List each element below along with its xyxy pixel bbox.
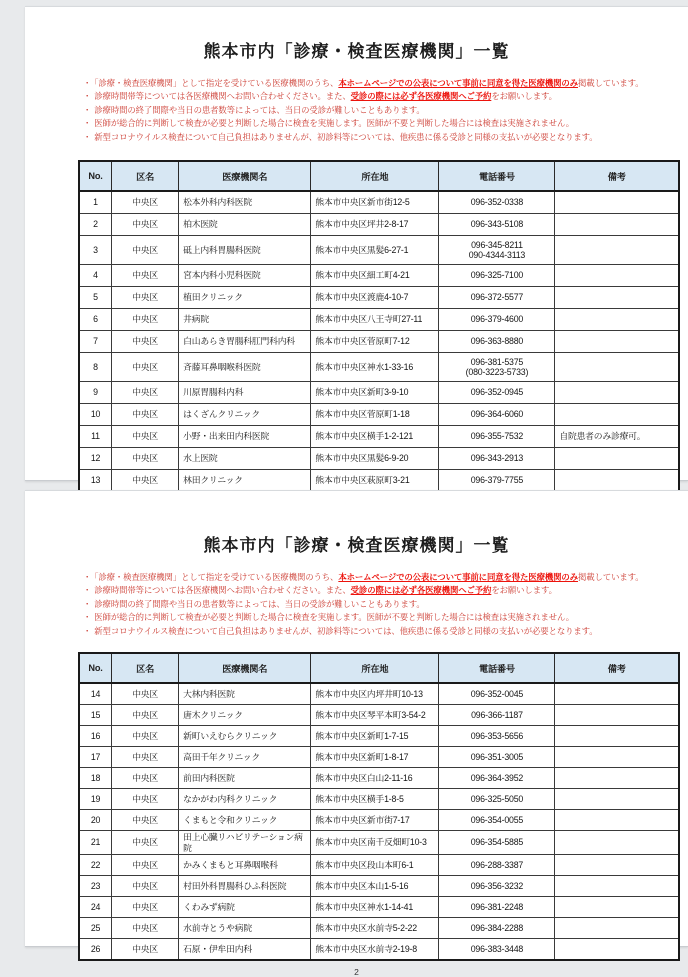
table-row: [79, 448, 679, 470]
cell-address: 熊本市中央区黒髪6-27-1: [311, 236, 439, 265]
note-text: をお願いします。: [491, 91, 557, 102]
cell-address: 熊本市中央区水前寺2-19-8: [311, 939, 439, 961]
table-row: [79, 265, 679, 287]
column-header: No.: [79, 161, 112, 191]
cell-phone: [439, 705, 555, 726]
cell-no: 12: [79, 448, 112, 470]
cell-phone: [439, 918, 555, 939]
cell-phone: [439, 214, 555, 236]
table-row: [79, 404, 679, 426]
cell-remarks: [555, 404, 679, 426]
note-text: 掲載しています。: [577, 78, 644, 88]
cell-no: 8: [79, 353, 112, 382]
phone-number: 096-352-0338: [470, 197, 524, 208]
page-title: 熊本市内「診療・検査医療機関」一覧: [203, 42, 510, 61]
cell-no: 24: [79, 897, 112, 918]
cell-remarks: 自院患者のみ診療可。: [555, 426, 679, 448]
cell-phone: [439, 309, 555, 331]
cell-remarks: [555, 897, 679, 918]
phone-number: 096-354-0055: [470, 814, 524, 825]
cell-no: 25: [79, 918, 112, 939]
note-line: [83, 90, 688, 103]
cell-remarks: [555, 470, 679, 493]
phone-number: 096-351-3005: [470, 751, 524, 762]
note-text: 診療時間の終了間際や当日の患者数等によっては、当日の受診が難しいこともあります。: [94, 598, 425, 609]
cell-name: なかがわ内科クリニック: [179, 789, 311, 810]
cell-remarks: [555, 236, 679, 265]
cell-phone: [439, 855, 555, 876]
cell-address: 熊本市中央区菅原町1-18: [311, 404, 439, 426]
cell-address: 熊本市中央区黒髪6-9-20: [311, 448, 439, 470]
phone-number: 096-364-3952: [470, 772, 524, 783]
cell-address: 熊本市中央区神水1-33-16: [311, 353, 439, 382]
cell-phone: [439, 810, 555, 831]
table-header-row: [79, 653, 679, 683]
cell-no: 26: [79, 939, 112, 961]
note-text: 診療時間帯等については各医療機関へお問い合わせください。また、: [94, 585, 351, 596]
cell-name: 石原・伊牟田内科: [179, 939, 311, 961]
table-row: [79, 939, 679, 961]
cell-name: 白山あらき胃腸科肛門科内科: [179, 331, 311, 353]
table-row: [79, 191, 679, 214]
table-row: [79, 236, 679, 265]
cell-phone: [439, 382, 555, 404]
bullet-marker: ・: [83, 131, 92, 142]
cell-remarks: [555, 768, 679, 789]
cell-name: 斉藤耳鼻咽喉科医院: [179, 353, 311, 382]
note-line: [83, 584, 688, 597]
cell-phone: [439, 404, 555, 426]
cell-remarks: [555, 382, 679, 404]
cell-ward: 中央区: [112, 331, 179, 353]
cell-phone: [439, 191, 555, 214]
phone-number: 096-383-3448: [470, 943, 524, 954]
note-line: [83, 625, 688, 638]
cell-remarks: [555, 855, 679, 876]
cell-no: 3: [79, 236, 112, 265]
phone-number: 096-379-4600: [470, 314, 524, 325]
cell-name: かみくまもと耳鼻咽喉科: [179, 855, 311, 876]
cell-address: 熊本市中央区琴平本町3-54-2: [311, 705, 439, 726]
phone-number: 096-325-5050: [470, 793, 524, 804]
cell-ward: 中央区: [112, 214, 179, 236]
cell-remarks: [555, 789, 679, 810]
cell-address: 熊本市中央区新町3-9-10: [311, 382, 439, 404]
column-header: 電話番号: [439, 653, 555, 683]
cell-remarks: [555, 265, 679, 287]
cell-name: 田上心臓リハビリテーション病院: [179, 831, 311, 855]
cell-ward: 中央区: [112, 448, 179, 470]
table-row: [79, 426, 679, 448]
cell-ward: 中央区: [112, 309, 179, 331]
cell-remarks: [555, 353, 679, 382]
cell-ward: 中央区: [112, 831, 179, 855]
cell-ward: 中央区: [112, 810, 179, 831]
table-row: [79, 331, 679, 353]
cell-no: 7: [79, 331, 112, 353]
bullet-marker: ・: [83, 625, 92, 636]
document-page-1: [25, 6, 688, 486]
cell-ward: 中央区: [112, 726, 179, 747]
table-row: [79, 747, 679, 768]
phone-number: 090-4344-3113: [468, 250, 526, 261]
cell-name: 前田内科医院: [179, 768, 311, 789]
cell-name: 水上医院: [179, 448, 311, 470]
cell-address: 熊本市中央区白山2-11-16: [311, 768, 439, 789]
cell-phone: [439, 939, 555, 961]
phone-number: 096-366-1187: [471, 709, 523, 720]
note-text: 「診療・検査医療機関」として指定を受けている医療機関のうち、: [94, 572, 339, 582]
cell-remarks: [555, 831, 679, 855]
phone-number: 096-379-7755: [470, 475, 524, 486]
cell-name: 大林内科医院: [179, 683, 311, 705]
cell-ward: 中央区: [112, 855, 179, 876]
phone-number: (080-3223-5733): [465, 367, 529, 378]
cell-no: 16: [79, 726, 112, 747]
cell-address: 熊本市中央区坪井2-8-17: [311, 214, 439, 236]
medical-institutions-table: [78, 160, 680, 493]
cell-ward: 中央区: [112, 404, 179, 426]
cell-ward: 中央区: [112, 382, 179, 404]
cell-no: 6: [79, 309, 112, 331]
note-text: 掲載しています。: [577, 572, 644, 582]
table-row: [79, 768, 679, 789]
bullet-marker: ・: [83, 118, 92, 129]
column-header: 備考: [555, 161, 679, 191]
cell-name: 小野・出来田内科医院: [179, 426, 311, 448]
note-text: 医師が総合的に判断して検査が必要と判断した場合に検査を実施します。医師が不要と判断した場合には検査は実施されません。: [94, 118, 575, 129]
cell-no: 4: [79, 265, 112, 287]
phone-number: 096-325-7100: [470, 270, 524, 281]
phone-number: 096-364-6060: [470, 409, 524, 420]
note-line: [83, 611, 688, 624]
cell-no: 11: [79, 426, 112, 448]
phone-number: 096-381-2248: [470, 901, 524, 912]
cell-ward: 中央区: [112, 789, 179, 810]
notes-list: [83, 77, 688, 144]
cell-remarks: [555, 309, 679, 331]
table-row: [79, 214, 679, 236]
phone-number: 096-353-5656: [470, 730, 524, 741]
column-header: No.: [79, 653, 112, 683]
cell-phone: [439, 831, 555, 855]
medical-institutions-table: [78, 652, 680, 961]
cell-address: 熊本市中央区横手1-2-121: [311, 426, 439, 448]
cell-phone: [439, 876, 555, 897]
cell-name: 水前寺とうや病院: [179, 918, 311, 939]
cell-name: 松本外科内科医院: [179, 191, 311, 214]
cell-remarks: [555, 810, 679, 831]
cell-no: 23: [79, 876, 112, 897]
cell-no: 21: [79, 831, 112, 855]
note-text: 新型コロナウイルス検査について自己負担はありませんが、初診料等については、他疾患に係る受診と同様の支払いが必要となります。: [94, 131, 598, 142]
cell-no: 15: [79, 705, 112, 726]
table-row: [79, 287, 679, 309]
cell-address: 熊本市中央区細工町4-21: [311, 265, 439, 287]
cell-remarks: [555, 918, 679, 939]
cell-no: 18: [79, 768, 112, 789]
table-row: [79, 382, 679, 404]
cell-remarks: [555, 939, 679, 961]
cell-no: 14: [79, 683, 112, 705]
bullet-marker: ・: [83, 585, 92, 596]
cell-phone: [439, 331, 555, 353]
column-header: 区名: [112, 653, 179, 683]
column-header: 所在地: [311, 653, 439, 683]
cell-address: 熊本市中央区神水1-14-41: [311, 897, 439, 918]
bullet-marker: ・: [83, 91, 92, 102]
table-row: [79, 726, 679, 747]
cell-remarks: [555, 876, 679, 897]
cell-address: 熊本市中央区南千反畑町10-3: [311, 831, 439, 855]
cell-remarks: [555, 287, 679, 309]
cell-phone: [439, 353, 555, 382]
cell-name: 井病院: [179, 309, 311, 331]
phone-number: 096-288-3387: [470, 859, 524, 870]
note-line: [83, 117, 688, 130]
page-number: 2: [354, 967, 359, 977]
table-row: [79, 309, 679, 331]
cell-no: 9: [79, 382, 112, 404]
cell-name: 柏木医院: [179, 214, 311, 236]
phone-number: 096-384-2288: [470, 922, 524, 933]
cell-name: 川原胃腸科内科: [179, 382, 311, 404]
cell-no: 22: [79, 855, 112, 876]
cell-name: 村田外科胃腸科ひふ科医院: [179, 876, 311, 897]
cell-ward: 中央区: [112, 265, 179, 287]
table-row: [79, 855, 679, 876]
cell-name: 林田クリニック: [179, 470, 311, 493]
cell-address: 熊本市中央区新町1-8-17: [311, 747, 439, 768]
cell-phone: [439, 236, 555, 265]
column-header: 備考: [555, 653, 679, 683]
cell-phone: [439, 265, 555, 287]
cell-ward: 中央区: [112, 939, 179, 961]
cell-remarks: [555, 726, 679, 747]
cell-ward: 中央区: [112, 705, 179, 726]
table-row: [79, 831, 679, 855]
cell-ward: 中央区: [112, 236, 179, 265]
cell-no: 10: [79, 404, 112, 426]
phone-number: 096-352-0045: [470, 688, 524, 699]
cell-phone: [439, 747, 555, 768]
cell-remarks: [555, 448, 679, 470]
cell-name: くまもと令和クリニック: [179, 810, 311, 831]
cell-name: 宮本内科小児科医院: [179, 265, 311, 287]
bullet-marker: ・: [83, 598, 92, 609]
column-header: 医療機関名: [179, 653, 311, 683]
phone-number: 096-345-8211: [471, 239, 523, 250]
note-text-emphasis: 本ホームページでの公表について事前に同意を得た医療機関のみ: [338, 572, 578, 582]
cell-address: 熊本市中央区菅原町7-12: [311, 331, 439, 353]
cell-ward: 中央区: [112, 876, 179, 897]
bullet-marker: ・: [83, 104, 92, 115]
table-row: [79, 683, 679, 705]
cell-ward: 中央区: [112, 683, 179, 705]
cell-phone: [439, 448, 555, 470]
cell-name: 高田千年クリニック: [179, 747, 311, 768]
cell-ward: 中央区: [112, 747, 179, 768]
cell-name: 新町いえむらクリニック: [179, 726, 311, 747]
cell-address: 熊本市中央区水前寺5-2-22: [311, 918, 439, 939]
document-page-2: [25, 490, 688, 977]
phone-number: 096-356-3232: [470, 880, 524, 891]
column-header: 区名: [112, 161, 179, 191]
notes-list: [83, 571, 688, 638]
cell-address: 熊本市中央区段山本町6-1: [311, 855, 439, 876]
cell-phone: [439, 768, 555, 789]
cell-address: 熊本市中央区新町1-7-15: [311, 726, 439, 747]
cell-ward: 中央区: [112, 287, 179, 309]
cell-phone: [439, 726, 555, 747]
cell-address: 熊本市中央区新市街12-5: [311, 191, 439, 214]
table-row: [79, 705, 679, 726]
cell-name: 砥上内科胃腸科医院: [179, 236, 311, 265]
phone-number: 096-381-5375: [470, 356, 524, 367]
cell-no: 5: [79, 287, 112, 309]
bullet-marker: ・: [83, 572, 92, 582]
cell-ward: 中央区: [112, 470, 179, 493]
note-text-emphasis: 本ホームページでの公表について事前に同意を得た医療機関のみ: [338, 78, 578, 88]
cell-address: 熊本市中央区萩原町3-21: [311, 470, 439, 493]
column-header: 所在地: [311, 161, 439, 191]
column-header: 医療機関名: [179, 161, 311, 191]
cell-ward: 中央区: [112, 191, 179, 214]
note-text: 医師が総合的に判断して検査が必要と判断した場合に検査を実施します。医師が不要と判断した場合には検査は実施されません。: [94, 612, 575, 623]
phone-number: 096-343-2913: [470, 453, 524, 464]
cell-no: 13: [79, 470, 112, 493]
cell-name: くわみず病院: [179, 897, 311, 918]
phone-number: 096-363-8880: [470, 336, 524, 347]
phone-number: 096-372-5577: [470, 292, 524, 303]
cell-no: 1: [79, 191, 112, 214]
cell-phone: [439, 683, 555, 705]
cell-ward: 中央区: [112, 353, 179, 382]
table-row: [79, 353, 679, 382]
page-title: 熊本市内「診療・検査医療機関」一覧: [203, 536, 510, 555]
table-row: [79, 918, 679, 939]
cell-address: 熊本市中央区本山1-5-16: [311, 876, 439, 897]
note-text-emphasis: 受診の際には必ず各医療機関へご予約: [350, 91, 492, 102]
cell-remarks: [555, 683, 679, 705]
cell-remarks: [555, 705, 679, 726]
cell-address: 熊本市中央区横手1-8-5: [311, 789, 439, 810]
table-row: [79, 789, 679, 810]
table-row: [79, 470, 679, 493]
cell-ward: 中央区: [112, 897, 179, 918]
cell-remarks: [555, 214, 679, 236]
note-text: 新型コロナウイルス検査について自己負担はありませんが、初診料等については、他疾患に係る受診と同様の支払いが必要となります。: [94, 625, 598, 636]
table-header-row: [79, 161, 679, 191]
cell-phone: [439, 287, 555, 309]
cell-phone: [439, 426, 555, 448]
cell-remarks: [555, 747, 679, 768]
cell-no: 2: [79, 214, 112, 236]
bullet-marker: ・: [83, 78, 92, 88]
cell-name: 唐木クリニック: [179, 705, 311, 726]
table-row: [79, 876, 679, 897]
table-row: [79, 897, 679, 918]
note-line: [83, 571, 688, 584]
column-header: 電話番号: [439, 161, 555, 191]
cell-address: 熊本市中央区内坪井町10-13: [311, 683, 439, 705]
cell-no: 19: [79, 789, 112, 810]
note-line: [83, 131, 688, 144]
note-text: をお願いします。: [491, 585, 557, 596]
cell-address: 熊本市中央区渡鹿4-10-7: [311, 287, 439, 309]
note-line: [83, 77, 688, 90]
note-text: 診療時間の終了間際や当日の患者数等によっては、当日の受診が難しいこともあります。: [94, 104, 425, 115]
cell-no: 20: [79, 810, 112, 831]
cell-no: 17: [79, 747, 112, 768]
cell-name: 植田クリニック: [179, 287, 311, 309]
cell-phone: [439, 897, 555, 918]
phone-number: 096-343-5108: [470, 219, 524, 230]
note-line: [83, 104, 688, 117]
note-text-emphasis: 受診の際には必ず各医療機関へご予約: [350, 585, 492, 596]
cell-ward: 中央区: [112, 918, 179, 939]
cell-phone: [439, 470, 555, 493]
cell-remarks: [555, 331, 679, 353]
note-text: 診療時間帯等については各医療機関へお問い合わせください。また、: [94, 91, 351, 102]
phone-number: 096-354-5885: [470, 837, 524, 848]
cell-remarks: [555, 191, 679, 214]
cell-address: 熊本市中央区八王寺町27-11: [311, 309, 439, 331]
note-line: [83, 598, 688, 611]
cell-name: はくざんクリニック: [179, 404, 311, 426]
bullet-marker: ・: [83, 612, 92, 623]
cell-phone: [439, 789, 555, 810]
cell-ward: 中央区: [112, 768, 179, 789]
phone-number: 096-352-0945: [470, 387, 524, 398]
cell-ward: 中央区: [112, 426, 179, 448]
table-row: [79, 810, 679, 831]
phone-number: 096-355-7532: [470, 431, 524, 442]
note-text: 「診療・検査医療機関」として指定を受けている医療機関のうち、: [94, 78, 339, 88]
cell-address: 熊本市中央区新市街7-17: [311, 810, 439, 831]
